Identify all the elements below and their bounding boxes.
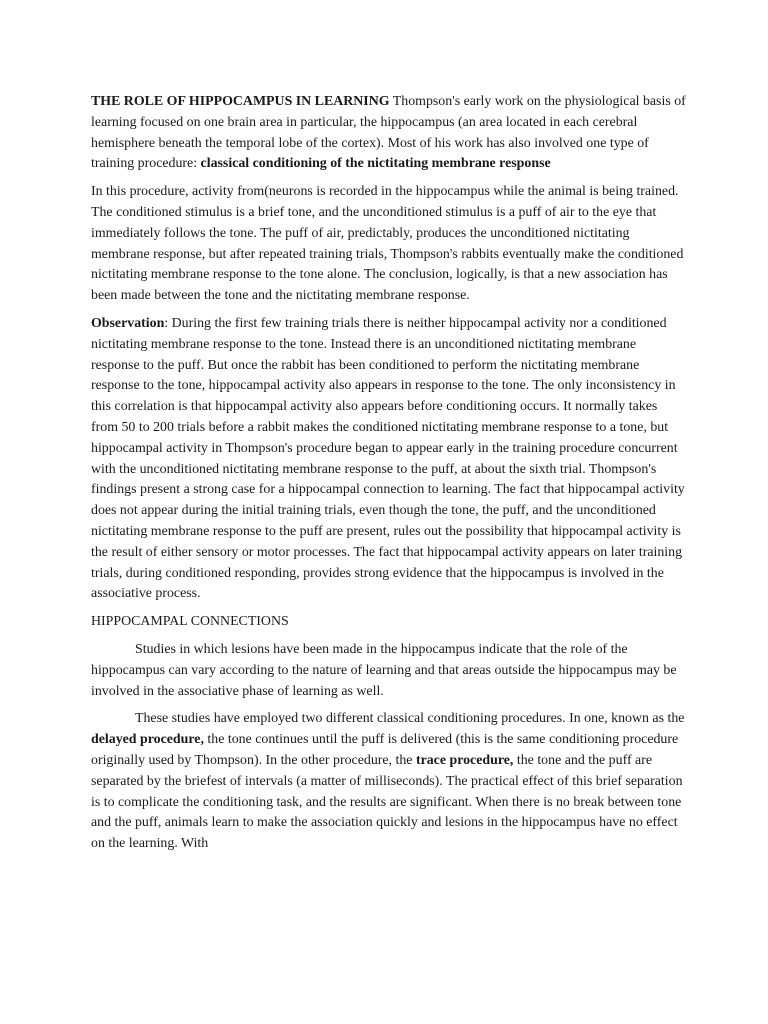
- intro-paragraph: [91, 92, 686, 175]
- procedures-text-3: the tone and the puff are separated by the briefest of intervals (a matter of milliseconds). The practical effect of this brief separation is to complicate the conditioning task, and the results are significant. When there is no break between tone and the puff, animals learn to make the association quickly and lesions in the hippocampus have no effect on the learning. With: [91, 752, 683, 852]
- procedures-text-2: the tone continues until the puff is delivered (this is the same conditioning procedure originally used by Thompson). In the other procedure, the: [91, 732, 679, 768]
- delayed-procedure-term: delayed procedure,: [91, 732, 204, 748]
- document-page: [91, 92, 686, 862]
- lesion-studies-paragraph: Studies in which lesions have been made in the hippocampus indicate that the role of the hippocampus can vary according to the nature of learning and that areas outside the hippocampus may be involved in the associative phase of learning as well.: [91, 641, 677, 699]
- observation-paragraph: [91, 314, 686, 605]
- observation-label: Observation: [91, 315, 165, 331]
- intro-text: Thompson's early work on the physiological basis of learning focused on one brain area in particular, the hippocampus (an area located in each cerebral hemisphere beneath the temporal lobe of the cortex). Most of his work has also involved one type of training procedure:: [91, 94, 686, 172]
- section-heading: HIPPOCAMPAL CONNECTIONS: [91, 614, 289, 630]
- observation-text: : During the first few training trials there is neither hippocampal activity nor a conditioned nictitating membrane response to the tone. Instead there is an unconditioned nictitating membrane response to the puff. But once the rabbit has been conditioned to perform the nictitating membrane response to the tone, hippocampal activity also appears in response to the tone. The only inconsistency in this correlation is that hippocampal activity also appears before conditioning occurs. It normally takes from 50 to 200 trials before a rabbit makes the conditioned nictitating membrane response to a tone, but hippocampal activity in Thompson's procedure began to appear early in the training procedure concurrent with the unconditioned nictitating membrane response to the puff, at about the sixth trial. Thompson's findings present a strong case for a hippocampal connection to learning. The fact that hippocampal activity does not appear during the initial training trials, even though the tone, the puff, and the unconditioned nictitating membrane response to the puff are present, rules out the possibility that hippocampal activity is the result of either sensory or motor processes. The fact that hippocampal activity appears on later training trials, during conditioned responding, provides strong evidence that the hippocampus is involved in the associative process.: [91, 315, 685, 602]
- procedures-paragraph: [91, 709, 686, 855]
- trace-procedure-term: trace procedure,: [415, 752, 514, 768]
- procedure-paragraph: In this procedure, activity from(neurons is recorded in the hippocampus while the animal is being trained. The conditioned stimulus is a brief tone, and the unconditioned stimulus is a puff of air to the eye that immediately follows the tone. The puff of air, predictably, produces the unconditioned nictitating membrane response, but after repeated training trials, Thompson's rabbits eventually make the conditioned nictitating membrane response to the tone alone. The conclusion, logically, is that a new association has been made between the tone and the nictitating membrane response.: [91, 184, 684, 304]
- intro-bold-phrase: classical conditioning of the nictitating membrane response: [200, 156, 551, 172]
- procedures-text-1: These studies have employed two different classical conditioning procedures. In one, known as the: [135, 711, 685, 727]
- title-heading: THE ROLE OF HIPPOCAMPUS IN LEARNING: [91, 94, 390, 109]
